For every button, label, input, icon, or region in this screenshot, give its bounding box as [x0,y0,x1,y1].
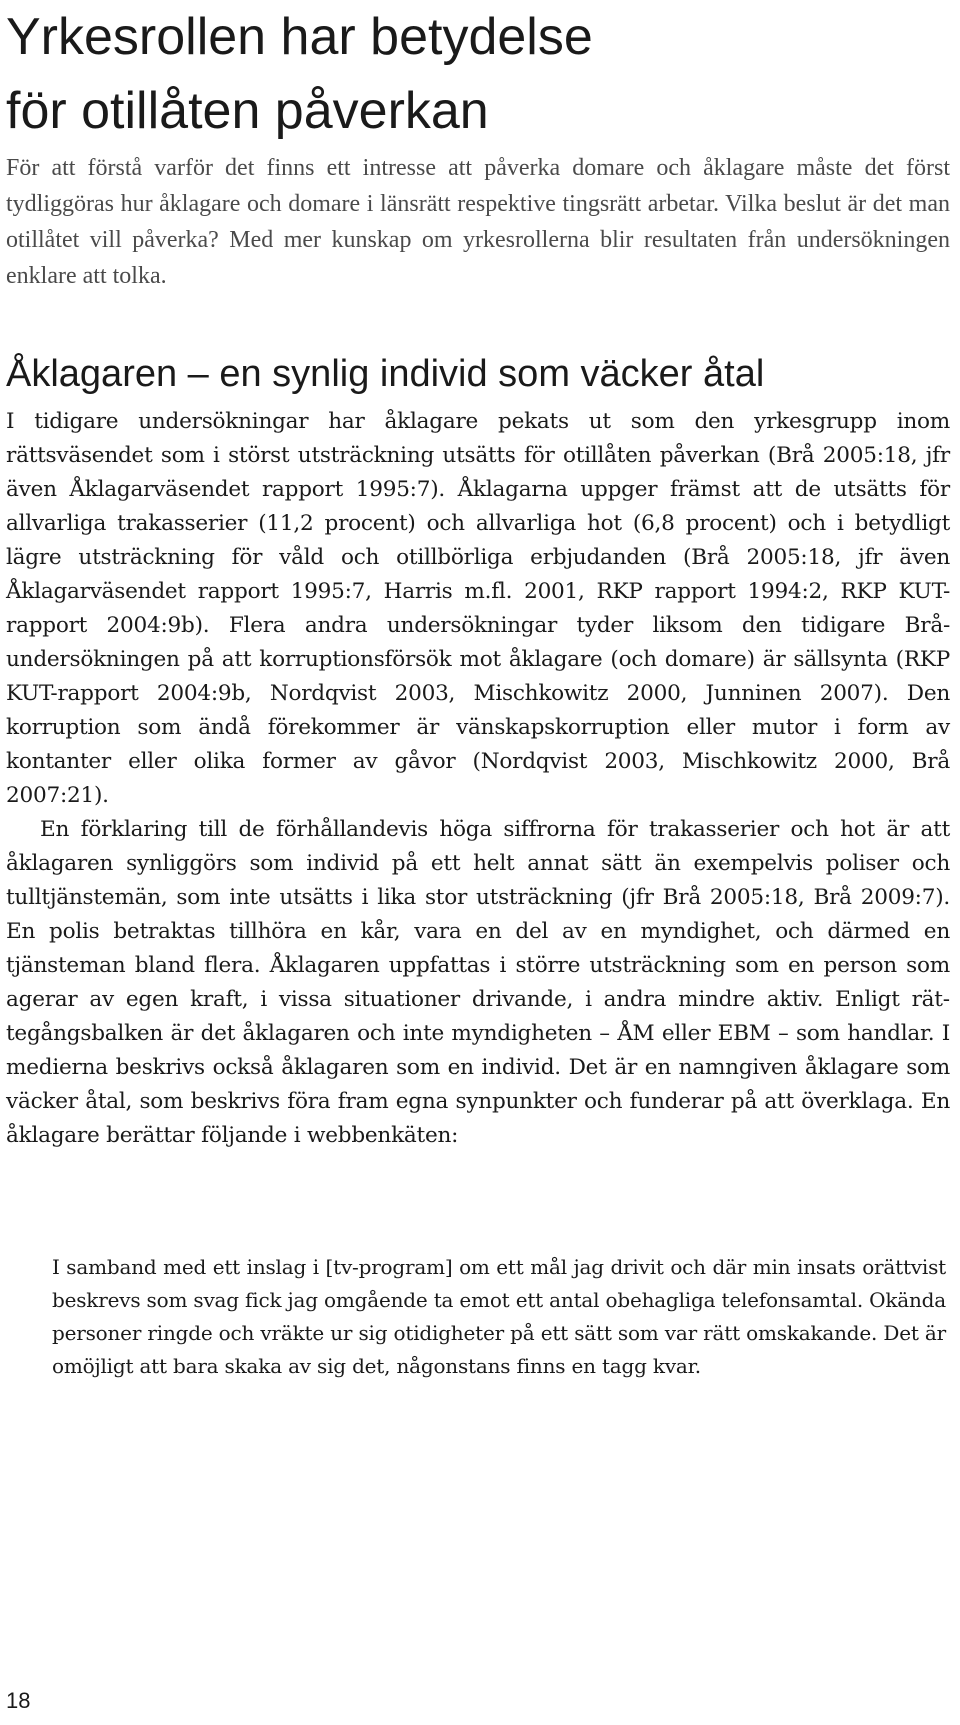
intro-paragraph: För att förstå varför det finns ett intresse att påverka domare och åklagare måste det först tydliggöras hur åklagare och domare i länsrätt respektive tingsrätt arbetar. Vilka beslut är det man otillåtet vill påverka? Med mer kunskap om yrkesrollerna blir resultaten från undersökningen enklare att tolka. [6,155,950,289]
page-title-line-1: Yrkesrollen har betydelse [6,8,593,66]
body-paragraph-1: I tidigare undersökningar har åklagare pekats ut som den yrkesgrupp inom rättsväsendet som i störst utsträckning utsätts för otillåten påverkan (Brå 2005:18, jfr även Åklagarväsendet rapport 1995:7). Åklagarna uppger främst att de utsätts för allvarliga trakasserier (11,2 procent) och allvarliga hot (6,8 procent) och i betydligt lägre utsträckning för våld och otillbörliga erbjudanden (Brå 2005:18, jfr även Åklagarväsendet rapport 1995:7, Harris m.fl. 2001, RKP rapport 1994:2, RKP KUT-rapport 2004:9b). Flera andra undersökningar tyder liksom den tidigare Brå-undersökningen på att korruptionsförsök mot åklagare (och domare) är sällsynta (RKP KUT-rapport 2004:9b, Nordqvist 2003, Mischkowitz 2000, Junninen 2007). Den korruption som ändå förekommer är vänskapskorruption eller mutor i form av kontanter eller olika former av gåvor (Nordqvist 2003, Mischkowitz 2000, Brå 2007:21). [6,409,950,808]
section-heading: Åklagaren – en synlig individ som väcker åtal [6,353,765,395]
section-body [6,405,950,1153]
block-quote: I samband med ett inslag i [tv-program] om ett mål jag drivit och där min insats orättvist beskrevs som svag fick jag omgående ta emot ett antal obehagliga telefonsamtal. Okända personer ringde och vräkte ur sig otidigheter på ett sätt som var rätt omskakande. Det är omöjligt att bara skaka av sig det, någonstans finns en tagg kvar. [52,1255,946,1378]
page-number: 18 [6,1688,31,1713]
body-paragraph-2: En förklaring till de förhållandevis höga siffrorna för trakasserier och hot är att åklagaren synliggörs som individ på ett helt annat sätt än exempelvis poliser och tulltjänstemän, som inte utsätts i lika stor utsträckning (jfr Brå 2005:18, Brå 2009:7). En polis betraktas tillhöra en kår, vara en del av en myndighet, och därmed en tjänsteman bland flera. Åklagaren uppfattas i större utsträckning som en person som agerar av egen kraft, i vissa situationer drivande, i andra mindre aktiv. Enligt rättegångsbalken är det åklagaren och inte myndigheten – ÅM eller EBM – som handlar. I medierna beskrivs också åklagaren som en individ. Det är en namngiven åklagare som väcker åtal, som beskrivs föra fram egna synpunkter och funderar på att överklaga. En åklagare berättar följande i webbenkäten: [6,817,950,1148]
page-title-line-2: för otillåten påverkan [6,82,489,140]
page-title [6,0,946,148]
